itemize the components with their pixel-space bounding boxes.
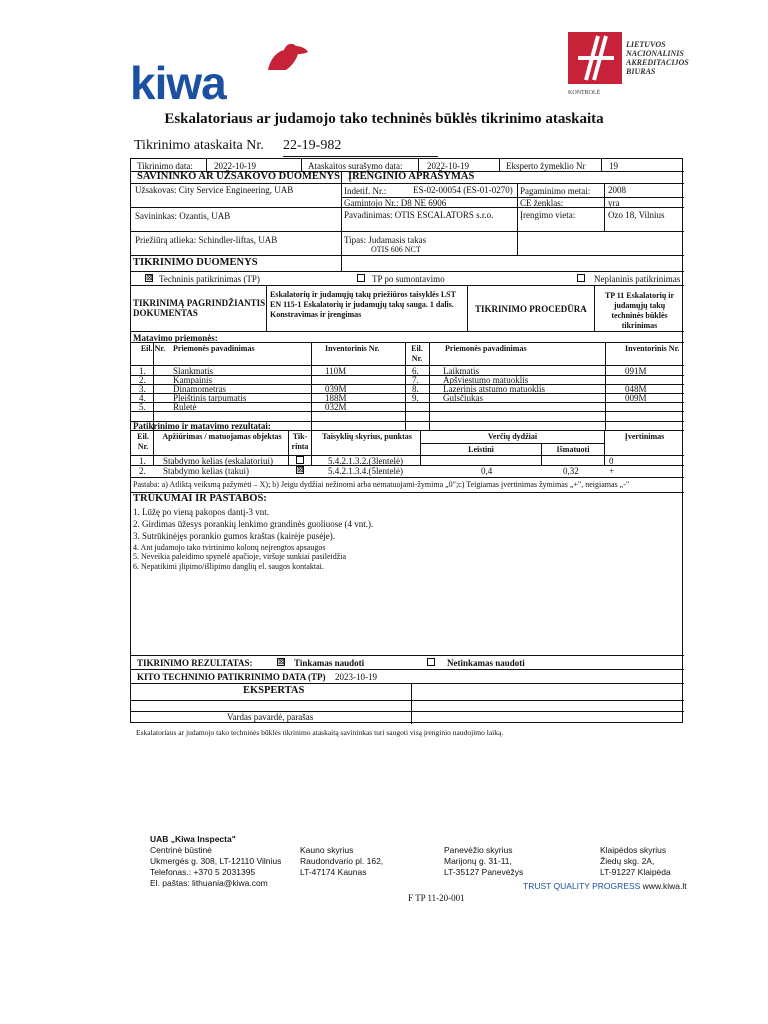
klaipeda-branch xyxy=(600,845,671,878)
res-allowed: 0,4 xyxy=(481,466,493,476)
tp-after-install-label: TP po sumontavimo xyxy=(372,274,445,284)
instr-name: Kampainis xyxy=(173,375,212,385)
inspection-date-label: Tikrinimo data: xyxy=(137,161,193,171)
unplanned-label: Neplaninis patikrinimas xyxy=(594,274,681,284)
expert-stamp-label: Eksperto žymeklio Nr xyxy=(506,161,586,171)
hq-label: Centrinė būstinė xyxy=(150,845,212,855)
defects-title: TRŪKUMAI IR PASTABOS: xyxy=(133,493,267,504)
instr-inv-header: Inventorinis Nr. xyxy=(325,344,380,353)
instr-inv: 091M xyxy=(625,366,647,376)
results-title: Patikrinimo ir matavimo rezultatai: xyxy=(133,421,271,431)
res-eval: + xyxy=(609,466,615,476)
instr-no: 8. xyxy=(412,384,419,394)
signature-label: Vardas pavardė, parašas xyxy=(227,712,314,722)
year: 2008 xyxy=(608,185,626,195)
website-link[interactable]: www.kiwa.lt xyxy=(642,881,687,891)
fit-label: Tinkamas naudoti xyxy=(294,658,365,668)
device-name: Pavadinimas: OTIS ESCALATORS s.r.o. xyxy=(344,210,494,220)
basis-text: Eskalatorių ir judamųjų takų priežiūros taisyklės LST EN 115-1 Eskalatorių ir judamųjų takų sauga. 1 dalis. Konstravimas ir įrengimas xyxy=(270,290,456,319)
res-no: 2. xyxy=(139,466,146,476)
form-code: F TP 11-20-001 xyxy=(408,893,465,903)
kiwa-logo-text: kiwa xyxy=(130,57,226,109)
factory-number: Gamintojo Nr.: D8 NE 6906 xyxy=(344,198,447,208)
basis-label: TIKRINIMĄ PAGRINDŽIANTIS DOKUMENTAS xyxy=(133,298,266,318)
maintenance: Priežiūrą atlieka: Schindler-liftas, UAB xyxy=(135,235,278,245)
instr-no: 9. xyxy=(412,393,419,403)
instr-inv: 110M xyxy=(325,366,347,376)
kiwa-animal-icon xyxy=(266,42,310,72)
procedure-label: TIKRINIMO PROCEDŪRA xyxy=(475,304,587,314)
tp-checkbox[interactable]: ⊠ xyxy=(146,273,153,282)
tagline-text: TRUST QUALITY PROGRESS xyxy=(523,881,641,891)
instr-inv-header-2: Inventorinis Nr. xyxy=(625,344,680,353)
document-title: Eskalatoriaus ar judamojo tako techninės būklės tikrinimo ataskaita xyxy=(164,111,604,127)
res-allowed-header: Leistini xyxy=(468,445,494,454)
instr-name-header-2: Priemonės pavadinimas xyxy=(445,344,527,353)
results-note: Pastaba: a) Atliktą veiksmą pažymėti – X); b) Jeigu dydžiai nežinomi arba nematuojami-žymima „0";c) Teigiamas įvertinimas žymimas „+", neigiamas „-" xyxy=(133,480,630,489)
result-label: TIKRINIMO REZULTATAS: xyxy=(137,658,253,668)
ident-number: ES-02-00054 (ES-01-0270) xyxy=(413,185,513,195)
instr-no: 5. xyxy=(139,402,146,412)
report-number-underline xyxy=(283,156,438,157)
defect-item: 6. Nepatikimi įlipimo/išlipimo danglių el. saugos kontaktai. xyxy=(133,562,324,571)
res-no: 1. xyxy=(139,456,146,466)
res-measured: 0,32 xyxy=(563,466,579,476)
instr-name: Ruletė xyxy=(173,402,197,412)
expert-stamp: 19 xyxy=(609,161,618,171)
panevezys-branch xyxy=(444,845,523,878)
hq-email: El. paštas: lithuania@kiwa.com xyxy=(150,878,268,888)
year-label: Pagaminimo metai: xyxy=(520,186,591,196)
next-inspection-date: 2023-10-19 xyxy=(335,672,377,682)
instr-no: 2. xyxy=(139,375,146,385)
branch-street: Marijonų g. 31-11, xyxy=(444,856,512,866)
branch-street: Žiedų skg. 2A, xyxy=(600,856,655,866)
device-type: OTIS 606 NCT xyxy=(371,245,421,254)
procedure-text: TP 11 Eskalatorių ir judamųjų takų techninės būklės tikrinimas xyxy=(604,291,675,330)
ce-value: yra xyxy=(608,198,620,208)
tp-after-install-checkbox[interactable] xyxy=(357,274,365,282)
kaunas-branch xyxy=(300,845,383,878)
report-number: 22-19-982 xyxy=(283,138,342,153)
instr-no: 3. xyxy=(139,384,146,394)
fit-checkbox[interactable]: ⊠ xyxy=(278,657,285,666)
res-rule: 5.4.2.1.3.2.(3lentelė) xyxy=(328,456,403,466)
inspection-section-title: TIKRINIMO DUOMENYS xyxy=(133,257,258,268)
lna-line-2: NACIONALINIS xyxy=(626,49,684,58)
type-label: Tipas: Judamasis takas xyxy=(344,235,427,245)
ce-label: CE ženklas: xyxy=(520,198,564,208)
instr-name: Lazerinis atstumo matuoklis xyxy=(443,384,545,394)
res-obj-header: Apžiūrimas / matuojamas objektas xyxy=(162,432,282,441)
company-name: UAB „Kiwa Inspecta" xyxy=(150,834,236,844)
instr-inv: 032M xyxy=(325,402,347,412)
owner-section-title: SAVININKO AR UŽSAKOVO DUOMENYS xyxy=(137,171,340,182)
tp-option-label: Techninis patikrinimas (TP) xyxy=(159,274,260,284)
instr-name: Laikmatis xyxy=(443,366,479,376)
defect-item: 1. Lūžę po vieną pakopos dantį-3 vnt. xyxy=(133,507,269,517)
instr-inv: 188M xyxy=(325,393,347,403)
instr-no: 1. xyxy=(139,366,146,376)
place: Ozo 18, Vilnius xyxy=(608,210,665,220)
next-inspection-label: KITO TECHNINIO PATIKRINIMO DATA (TP) xyxy=(137,672,326,682)
instr-no: 6. xyxy=(412,366,419,376)
drafted-date-label: Ataskaitos surašymo data: xyxy=(308,161,403,171)
lna-line-3: AKREDITACIJOS xyxy=(626,58,689,67)
inspection-form xyxy=(130,158,683,723)
res-rule-header: Taisyklių skyrius, punktas xyxy=(322,432,412,441)
branch-name: Kauno skyrius xyxy=(300,845,354,855)
inspection-date: 2022-10-19 xyxy=(214,161,256,171)
defect-item: 5. Neveikia paleidimo spynelė apačioje, viršuje sunkiai pasileidžia xyxy=(133,552,347,561)
instr-inv: 039M xyxy=(325,384,347,394)
res-rule: 5.4.2.1.3.4.(5lentelė) xyxy=(328,466,403,476)
res-vals-header: Verčių dydžiai xyxy=(487,432,538,441)
res-checkbox[interactable] xyxy=(296,456,304,464)
branch-name: Klaipėdos skyrius xyxy=(600,845,667,855)
branch-street: Raudondvario pl. 162, xyxy=(300,856,384,866)
defect-item: 4. Ant judamojo tako tvirtinimo kolonų neįrengtos apsaugos xyxy=(133,543,326,552)
instr-no: 7. xyxy=(412,375,419,385)
instr-name: Dinamometras xyxy=(173,384,226,394)
unplanned-checkbox[interactable] xyxy=(577,274,585,282)
tagline xyxy=(523,881,687,891)
instr-name: Gulsčiukas xyxy=(443,393,483,403)
place-label: Įrengimo vieta: xyxy=(520,210,576,220)
instr-inv: 009M xyxy=(625,393,647,403)
res-obj: Stabdymo kelias (takui) xyxy=(163,466,249,476)
instr-name-header: Priemonės pavadinimas xyxy=(173,344,255,353)
branch-city: LT-91227 Klaipėda xyxy=(600,867,671,877)
storage-note: Eskalatoriaus ar judamojo tako techninės būklės tikrinimo ataskaitą savininkas turi saugoti visą įrenginio naudojimo laiką. xyxy=(136,728,504,737)
kiwa-logo xyxy=(130,42,320,108)
branch-city: LT-47174 Kaunas xyxy=(300,867,367,877)
ident-label: Indetif. Nr.: xyxy=(344,186,387,196)
drafted-date: 2022-10-19 xyxy=(427,161,469,171)
res-eval-header: Įvertinimas xyxy=(624,432,665,441)
hq-address: Ukmergės g. 308, LT-12110 Vilnius xyxy=(150,856,282,866)
lna-sub: KONTROLĖ xyxy=(568,90,601,96)
res-chk-header: Tik-rinta xyxy=(291,432,309,451)
unfit-checkbox[interactable] xyxy=(427,658,435,666)
defect-item: 3. Sutrūkinėjęs porankio gumos kraštas (kairėje pusėje). xyxy=(133,531,335,541)
instr-inv: 048M xyxy=(625,384,647,394)
res-no-header: Eil. Nr. xyxy=(137,432,149,451)
instr-name: Apšviestumo matuoklis xyxy=(443,375,529,385)
lna-accreditation-logo xyxy=(568,32,700,104)
expert-label: EKSPERTAS xyxy=(243,685,305,696)
owner: Savininkas: Ozantis, UAB xyxy=(135,211,231,221)
device-section-title: ĮRENGINIO APRAŠYMAS xyxy=(348,171,475,182)
lna-line-1: LIETUVOS xyxy=(626,40,666,49)
instruments-title: Matavimo priemonės: xyxy=(133,333,218,343)
lna-line-4: BIURAS xyxy=(626,67,656,76)
hq-phone: Telefonas.: +370 5 2031395 xyxy=(150,867,256,877)
hq-contacts xyxy=(150,834,281,889)
unfit-label: Netinkamas naudoti xyxy=(447,658,525,668)
defect-item: 2. Girdimas ūžesys porankių lenkimo grandinės guoliuose (4 vnt.). xyxy=(133,519,374,529)
lna-emblem-icon xyxy=(568,32,622,84)
res-measured-header: Išmatuoti xyxy=(556,445,590,454)
report-number-label: Tikrinimo ataskaita Nr. xyxy=(134,138,264,153)
res-obj: Stabdymo kelias (eskalatoriui) xyxy=(163,456,273,466)
instr-name: Slankmatis xyxy=(173,366,213,376)
instr-name: Pleištinis tarpumatis xyxy=(173,393,247,403)
branch-name: Panevėžio skyrius xyxy=(444,845,513,855)
res-eval: 0 xyxy=(609,456,614,466)
branch-city: LT-35127 Panevėžys xyxy=(444,867,524,877)
client: Užsakovas: City Service Engineering, UAB xyxy=(135,185,294,195)
instr-no-header: Eil. Nr. xyxy=(140,344,166,353)
instr-no-header-2: Eil. Nr. xyxy=(411,344,423,363)
res-checkbox[interactable]: ⊠ xyxy=(297,465,304,474)
instr-no: 4. xyxy=(139,393,146,403)
